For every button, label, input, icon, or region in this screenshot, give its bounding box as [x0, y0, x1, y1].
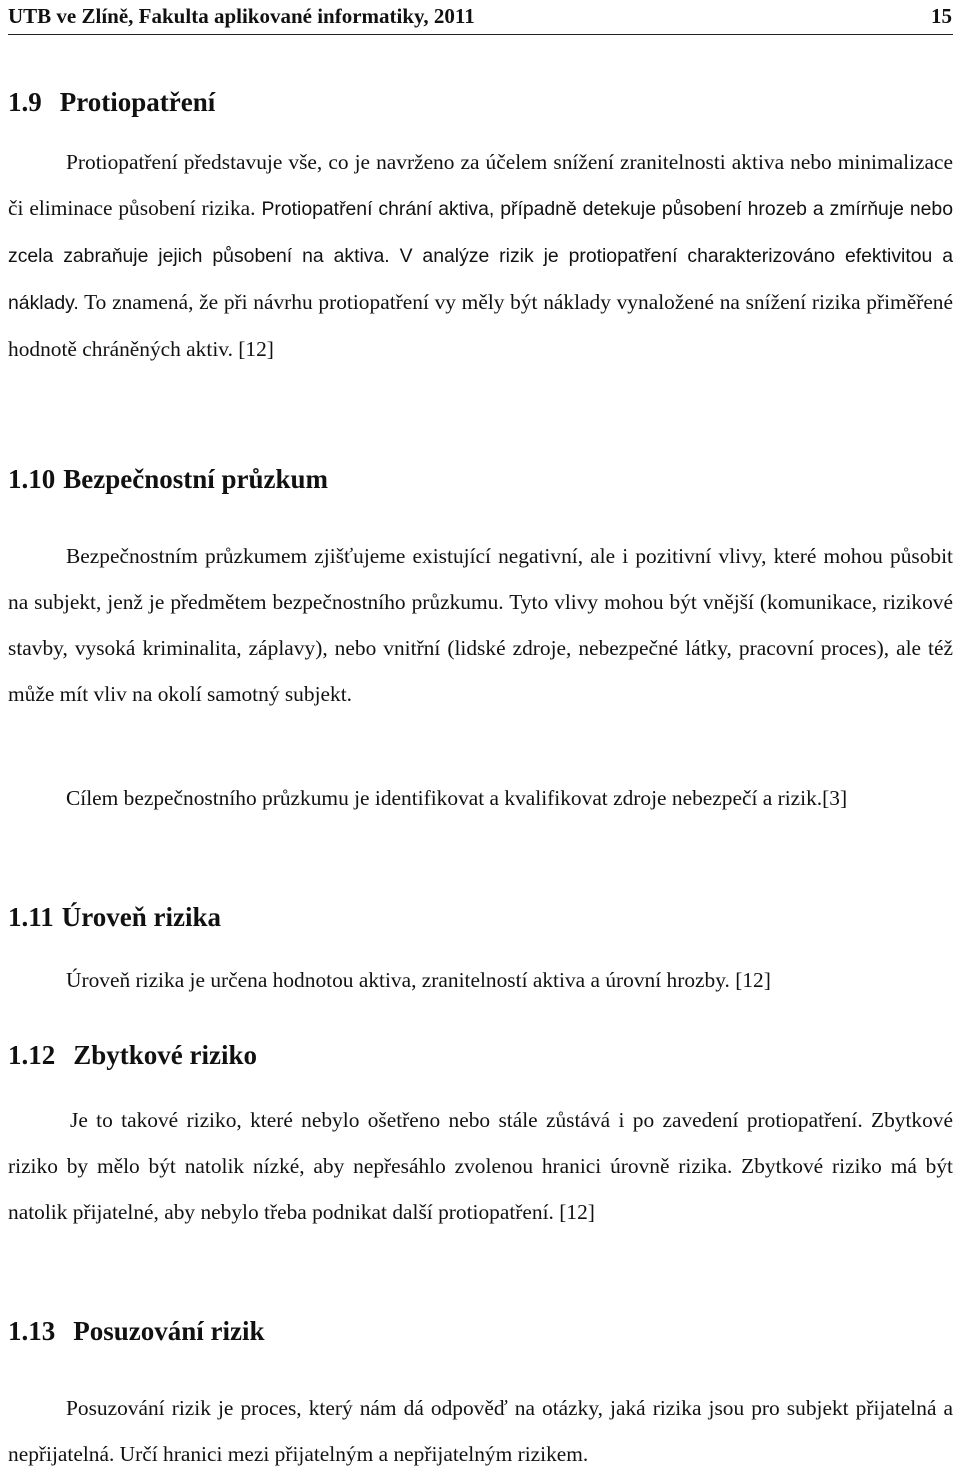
section-heading-1-12 — [8, 1039, 257, 1071]
section-title: Posuzování rizik — [73, 1316, 265, 1346]
paragraph-text: Protiopatření představuje vše, co je navrženo za účelem snížení zranitelnosti aktiva nebo minimalizace či eliminace působení rizika. — [8, 150, 953, 220]
header-rule — [8, 34, 953, 35]
section-heading-1-9 — [8, 86, 215, 118]
section-heading-1-11 — [8, 901, 221, 933]
page-header — [8, 2, 952, 30]
paragraph-security-survey — [8, 533, 953, 717]
section-number: 1.13 — [8, 1316, 56, 1346]
paragraph-risk-level — [8, 957, 953, 1003]
header-title: UTB ve Zlíně, Fakulta aplikované informatiky, 2011 — [8, 4, 475, 28]
paragraph-text: Cílem bezpečnostního průzkumu je identifikovat a kvalifikovat zdroje nebezpečí a rizik.[3] — [66, 786, 848, 810]
section-title: Bezpečnostní průzkum — [63, 464, 329, 494]
page-number: 15 — [931, 4, 952, 28]
paragraph-text: Posuzování rizik je proces, který nám dá odpověď na otázky, jaká rizika jsou pro subjekt přijatelná a nepřijatelná. Určí hranici mezi přijatelným a nepřijatelným rizikem. — [8, 1396, 953, 1466]
paragraph-text: Bezpečnostním průzkumem zjišťujeme existující negativní, ale i pozitivní vlivy, které mohou působit na subjekt, jenž je předmětem bezpečnostního průzkumu. Tyto vlivy mohou být vnější (komunikace, rizikové stavby, vysoká kriminalita, záplavy), nebo vnitřní (lidské zdroje, nebezpečné látky, pracovní proces), ale též může mít vliv na okolí samotný subjekt. — [8, 544, 953, 706]
paragraph-survey-goal — [8, 775, 953, 821]
section-title: Protiopatření — [59, 87, 216, 117]
section-number: 1.11 — [8, 902, 54, 932]
paragraph-text: Je to takové riziko, které nebylo ošetřeno nebo stále zůstává i po zavedení protiopatření. Zbytkové riziko by mělo být natolik nízké, aby nepřesáhlo zvolenou hranici úrovně rizika. Zbytkové riziko má být natolik přijatelné, aby nebylo třeba podnikat další protiopatření. [12] — [8, 1108, 953, 1224]
section-title: Úroveň rizika — [61, 902, 221, 932]
paragraph-risk-assessment — [8, 1385, 953, 1477]
paragraph-countermeasures — [8, 139, 953, 372]
paragraph-text: To znamená, že při návrhu protiopatření vy měly být náklady vynaložené na snížení rizika přiměřené hodnotě chráněných aktiv. [12] — [8, 290, 953, 361]
section-number: 1.9 — [8, 87, 42, 117]
section-heading-1-13 — [8, 1315, 265, 1347]
section-number: 1.12 — [8, 1040, 56, 1070]
paragraph-text: Úroveň rizika je určena hodnotou aktiva, zranitelností aktiva a úrovní hrozby. [12] — [66, 968, 771, 992]
section-number: 1.10 — [8, 464, 56, 494]
paragraph-text: Protiopatření chrání aktiva, případně detekuje působení hrozeb a zmírňuje nebo zcela zabraňuje jejich působení na aktiva. V analýze rizik je protiopatření charakterizováno efektivitou a náklady. — [8, 198, 953, 314]
paragraph-residual-risk — [8, 1097, 953, 1235]
section-title: Zbytkové riziko — [73, 1040, 258, 1070]
section-heading-1-10 — [8, 463, 328, 495]
